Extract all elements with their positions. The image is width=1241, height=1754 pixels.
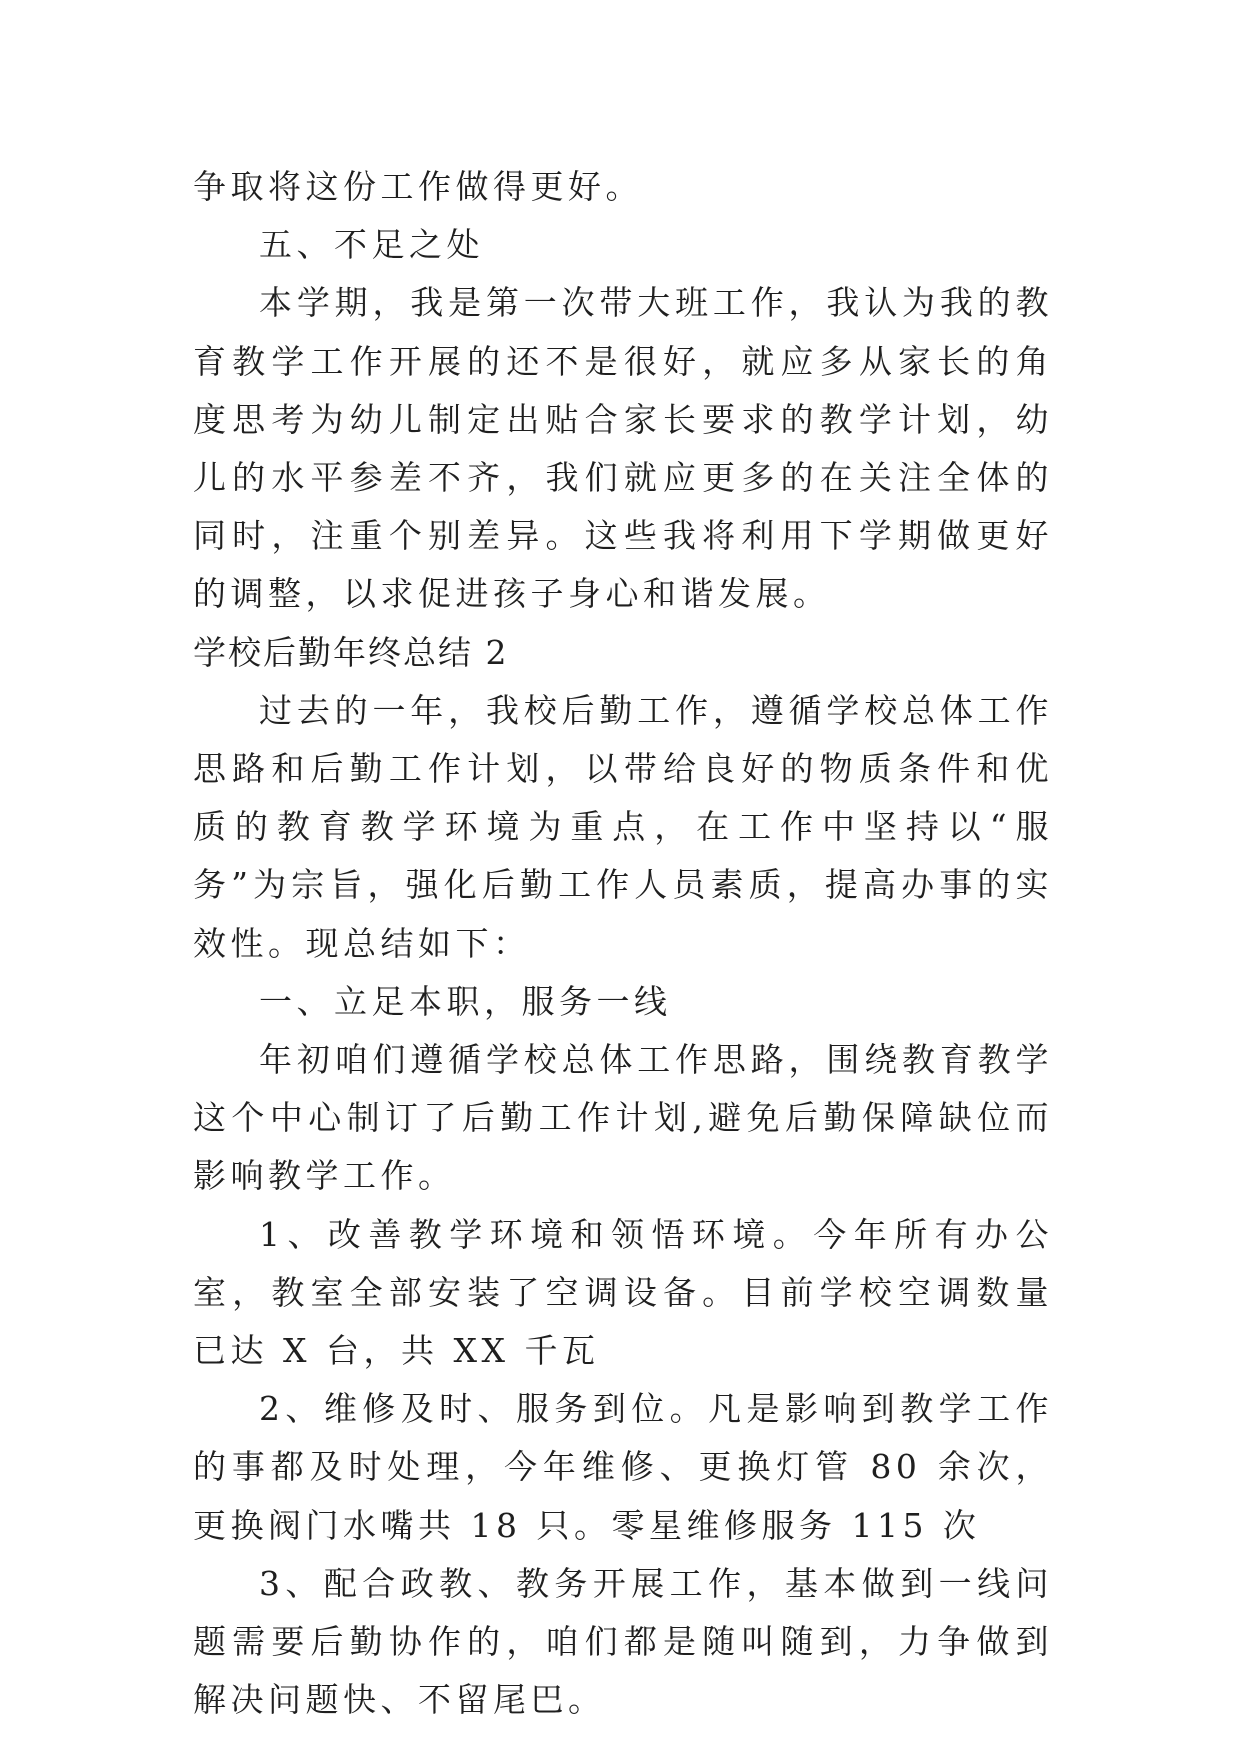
paragraph-intro: 过去的一年，我校后勤工作，遵循学校总体工作思路和后勤工作计划，以带给良好的物质条件和优质的教育教学环境为重点，在工作中坚持以“服务”为宗旨，强化后勤工作人员素质，提高办事的实效性。现总结如下： [193,690,1053,963]
paragraph-plan: 年初咱们遵循学校总体工作思路，围绕教育教学这个中心制订了后勤工作计划,避免后勤保障缺位而影响教学工作。 [193,1040,1053,1196]
paragraph-item-1: 1、改善教学环境和领悟环境。今年所有办公室，教室全部安装了空调设备。目前学校空调数量已达 X 台，共 XX 千瓦 [193,1214,1053,1371]
paragraph-item-2: 2、维修及时、服务到位。凡是影响到教学工作的事都及时处理，今年维修、更换灯管 80 余次，更换阀门水嘴共 18 只。零星维修服务 115 次 [193,1389,1053,1545]
section-heading-service: 一、立足本职，服务一线 [259,981,672,1021]
document-body [193,158,1053,1729]
paragraph-item-3: 3、配合政教、教务开展工作，基本做到一线问题需要后勤协作的，咱们都是随叫随到，力争做到解决问题快、不留尾巴。 [193,1563,1053,1720]
paragraph-continuation: 争取将这份工作做得更好。 [193,167,643,206]
paragraph-shortcomings: 本学期，我是第一次带大班工作，我认为我的教育教学工作开展的还不是很好，就应多从家长的角度思考为幼儿制定出贴合家长要求的教学计划，幼儿的水平参差不齐，我们就应更多的在关注全体的同时，注重个别差异。这些我将利用下学期做更好的调整，以求促进孩子身心和谐发展。 [193,283,1053,614]
document-title: 学校后勤年终总结 2 [193,632,509,672]
section-heading-shortcomings: 五、不足之处 [259,225,484,265]
